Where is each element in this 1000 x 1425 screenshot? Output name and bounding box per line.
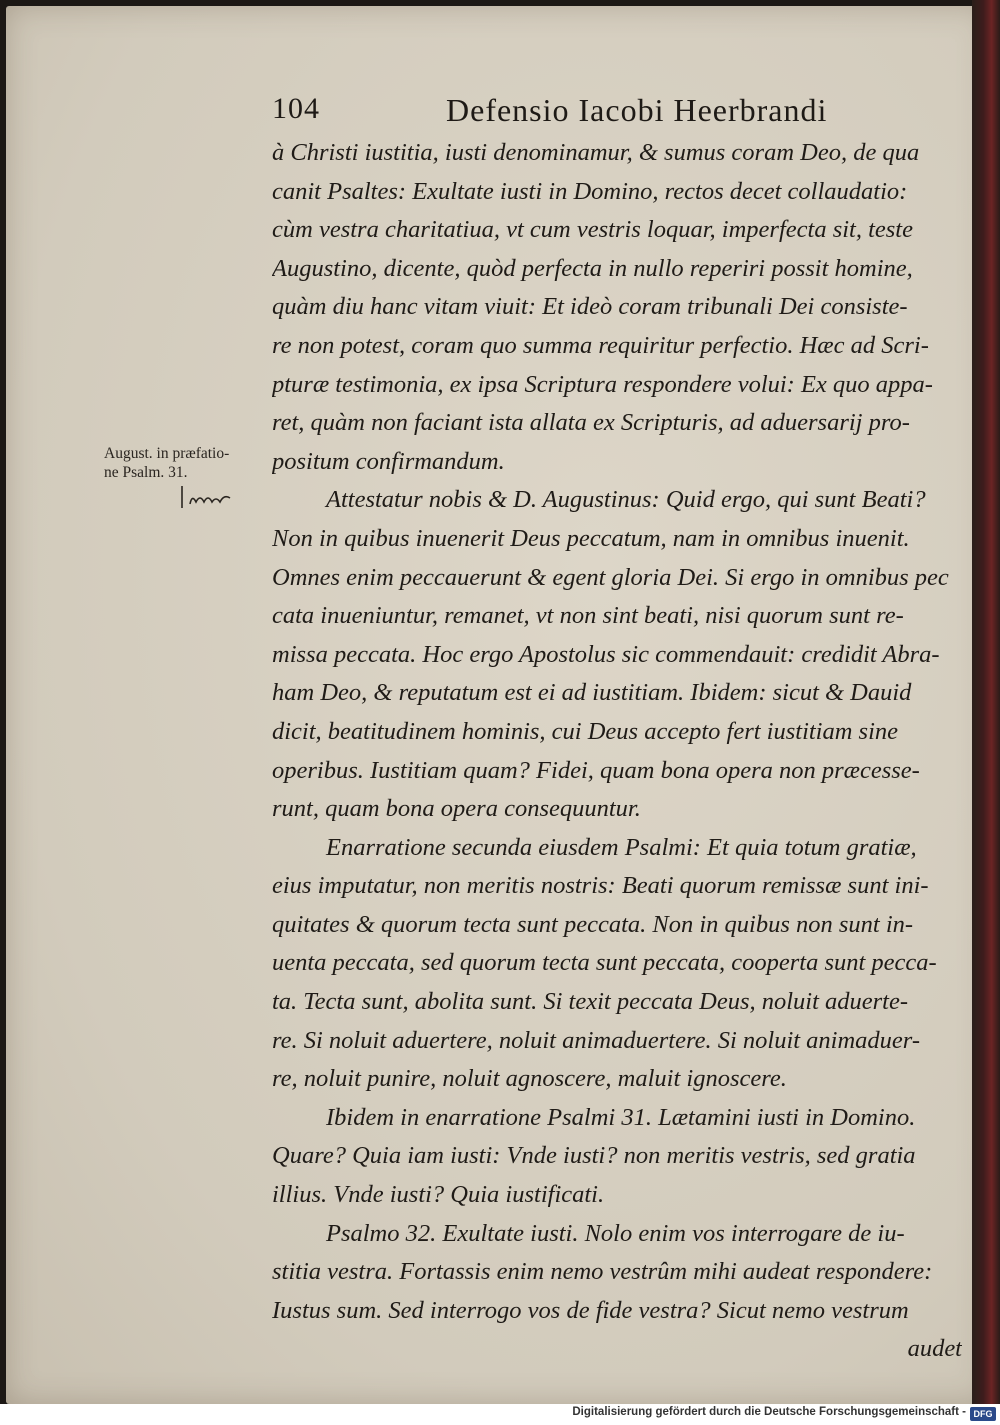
text-line: Quare? Quia iam iusti: Vnde iusti? non meritis vestris, sed gratia [272, 1142, 916, 1170]
catchword: audet [907, 1335, 962, 1363]
text-line: quàm diu hanc vitam viuit: Et ideò coram tribunali Dei consiste- [272, 293, 908, 321]
text-line: canit Psaltes: Exultate iusti in Domino, rectos decet collaudatio: [272, 177, 908, 205]
marginal-note [104, 444, 274, 482]
text-line: ham Deo, & reputatum est ei ad iustitiam. Ibidem: sicut & Dauid [272, 679, 912, 707]
text-line: Enarratione secunda eiusdem Psalmi: Et quia totum gratiæ, [326, 833, 917, 861]
book-spine [972, 0, 1000, 1404]
text-line: Psalmo 32. Exultate iusti. Nolo enim vos interrogare de iu- [326, 1219, 905, 1247]
text-line: Omnes enim peccauerunt & egent gloria Dei. Si ergo in omnibus pec [272, 563, 949, 591]
body-text [272, 134, 962, 1369]
text-line: re. Si noluit aduertere, noluit animaduertere. Si noluit animaduer- [272, 1026, 921, 1054]
page-header [268, 92, 968, 136]
text-line: missa peccata. Hoc ergo Apostolus sic commendauit: credidit Abra- [272, 640, 940, 668]
handwritten-annotation [178, 482, 238, 512]
text-line: Ibidem in enarratione Psalmi 31. Lætamini iusti in Domino. [326, 1103, 916, 1131]
text-line: quitates & quorum tecta sunt peccata. Non in quibus non sunt in- [272, 910, 914, 938]
footer-bar [0, 1404, 1000, 1425]
text-line: runt, quam bona opera consequuntur. [272, 795, 641, 823]
dfg-logo-icon: DFG [970, 1407, 996, 1421]
text-line: operibus. Iustitiam quam? Fidei, quam bona opera non præcesse- [272, 756, 920, 784]
text-line: stitia vestra. Fortassis enim nemo vestrûm mihi audeat respondere: [272, 1258, 933, 1286]
text-line: positum confirmandum. [272, 447, 505, 475]
text-line: Iustus sum. Sed interrogo vos de fide vestra? Sicut nemo vestrum [272, 1296, 909, 1324]
text-line: re non potest, coram quo summa requiritur perfectio. Hæc ad Scri- [272, 331, 929, 359]
text-line: cata inueniuntur, remanet, vt non sint beati, nisi quorum sunt re- [272, 602, 904, 630]
text-line: dicit, beatitudinem hominis, cui Deus accepto fert iustitiam sine [272, 717, 899, 745]
marginal-note-line: ne Psalm. 31. [104, 464, 188, 481]
text-line: pturæ testimonia, ex ipsa Scriptura respondere volui: Ex quo appa- [272, 370, 933, 398]
funding-notice: Digitalisierung gefördert durch die Deutsche Forschungsgemeinschaft - [572, 1406, 966, 1418]
text-line: cùm vestra charitatiua, vt cum vestris loquar, imperfecta sit, teste [272, 216, 913, 244]
marginal-note-line: August. in præfatio- [104, 445, 230, 462]
text-line: re, noluit punire, noluit agnoscere, maluit ignoscere. [272, 1065, 787, 1093]
text-line: Augustino, dicente, quòd perfecta in nullo reperiri possit homine, [272, 254, 913, 282]
running-title: Defensio Iacobi Heerbrandi [446, 92, 828, 128]
text-line: illius. Vnde iusti? Quia iustificati. [272, 1181, 605, 1209]
book-page [6, 6, 988, 1404]
text-line: ta. Tecta sunt, abolita sunt. Si texit peccata Deus, noluit aduerte- [272, 988, 909, 1016]
text-line: à Christi iustitia, iusti denominamur, & sumus coram Deo, de qua [272, 139, 920, 166]
text-line: ret, quàm non faciant ista allata ex Scripturis, ad aduersarij pro- [272, 409, 910, 437]
text-line: Attestatur nobis & D. Augustinus: Quid ergo, qui sunt Beati? [326, 486, 926, 514]
page-number: 104 [272, 92, 320, 125]
text-line: uenta peccata, sed quorum tecta sunt peccata, cooperta sunt pecca- [272, 949, 937, 977]
text-line: eius imputatur, non meritis nostris: Beati quorum remissæ sunt ini- [272, 872, 929, 900]
text-line: Non in quibus inuenerit Deus peccatum, nam in omnibus inuenit. [272, 524, 910, 552]
